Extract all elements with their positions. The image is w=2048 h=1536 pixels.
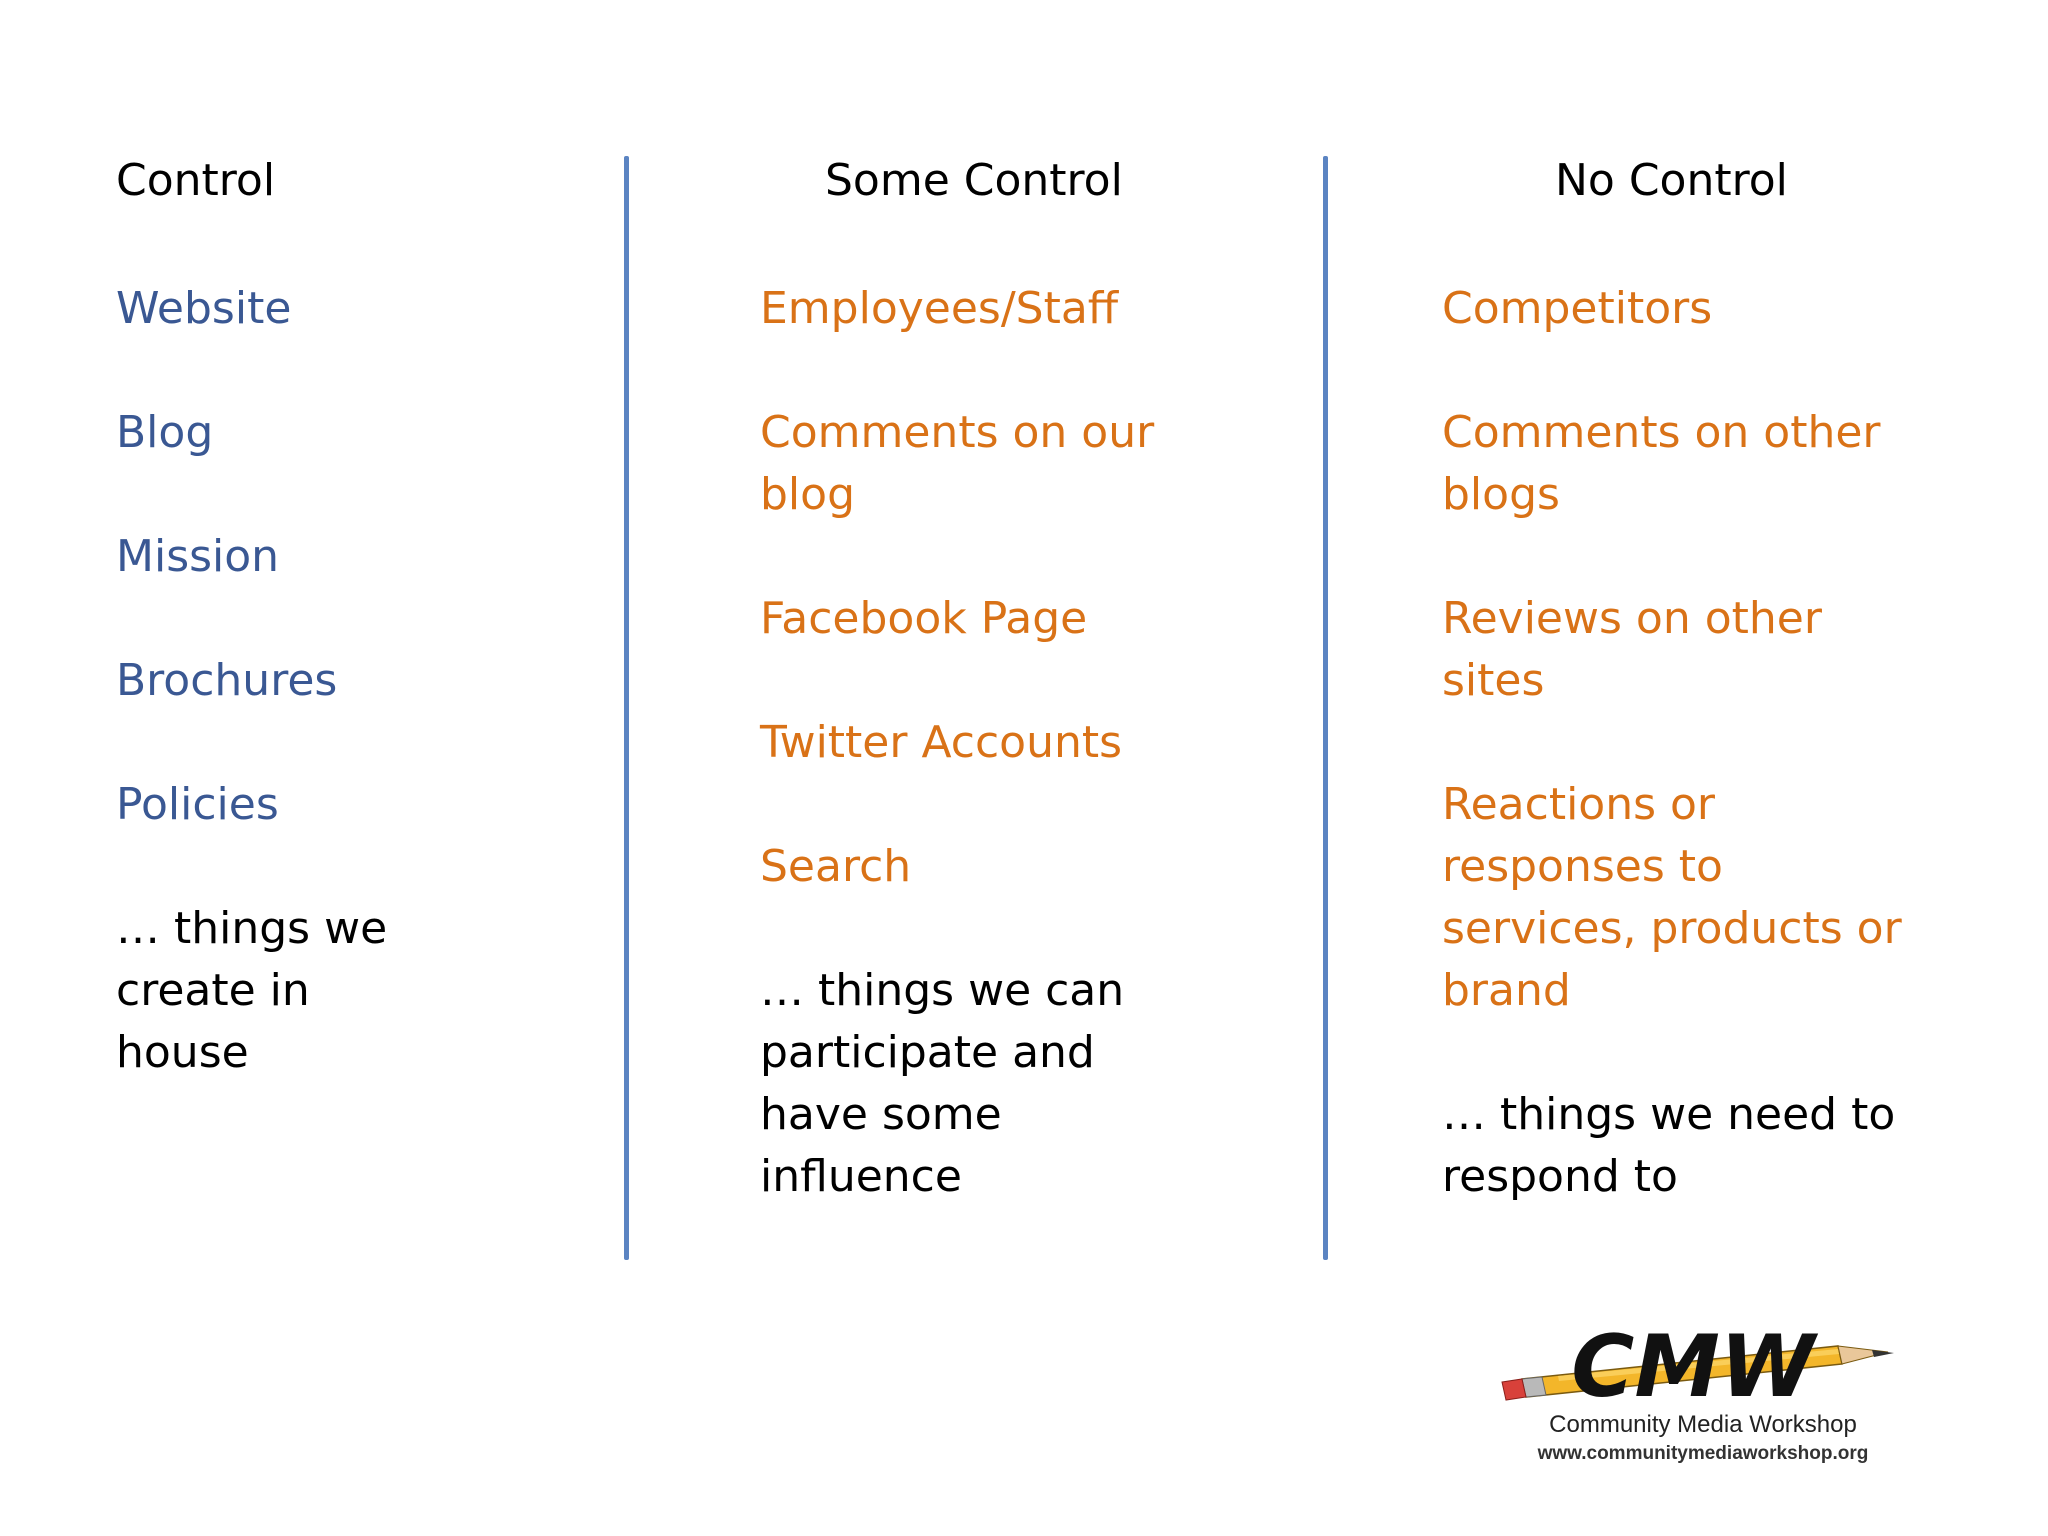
list-item: Comments on our blog [760,407,1155,520]
list-item: Facebook Page [760,593,1088,644]
logo-mark: CMW [1571,1317,1815,1416]
list-item: Competitors [1442,283,1713,334]
column-divider [624,156,629,1260]
list-item: Reviews on other sites [1442,593,1822,706]
column-divider [1323,156,1328,1260]
control-list [116,278,586,1084]
pencil-icon [1498,1316,1908,1416]
logo-name: Community Media Workshop [1549,1411,1857,1438]
some-control-list [760,278,1240,1208]
list-item: Brochures [116,655,338,706]
column-heading-some-control: Some Control [825,155,1123,206]
list-item: Mission [116,531,280,582]
list-item: Policies [116,779,279,830]
column-heading-control: Control [116,155,276,206]
list-item: Reactions or responses to services, products or brand [1442,779,1902,1016]
list-item: Comments on other blogs [1442,407,1881,520]
list-item: Blog [116,407,214,458]
no-control-list [1442,278,1942,1208]
list-item: Twitter Accounts [760,717,1123,768]
list-item: Search [760,841,912,892]
list-item: Website [116,283,292,334]
column-note: … things we need to respond to [1442,1089,1896,1202]
logo-url: www.communitymediaworkshop.org [1537,1443,1869,1464]
list-item: Employees/Staff [760,283,1119,334]
cmw-logo [1498,1316,1908,1482]
column-note: … things we can participate and have some influence [760,965,1125,1202]
column-note: … things we create in house [116,903,388,1078]
column-heading-no-control: No Control [1555,155,1788,206]
